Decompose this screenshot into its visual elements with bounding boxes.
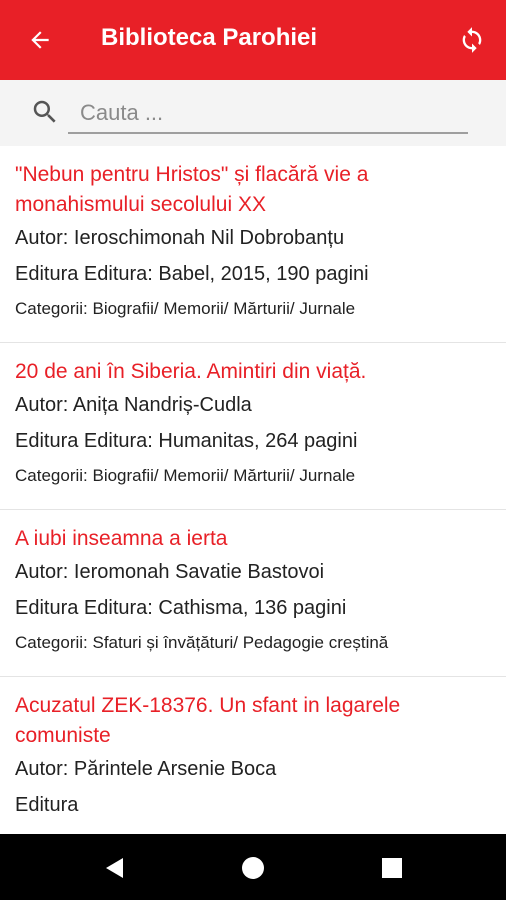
book-publisher: Editura Editura: Humanitas, 264 pagini (15, 430, 358, 452)
nav-back-button[interactable] (94, 848, 134, 888)
search-input[interactable] (68, 94, 468, 134)
book-publisher: Editura (15, 794, 79, 816)
book-title: Acuzatul ZEK-18376. Un sfant in lagarele comuniste (15, 694, 401, 747)
book-author: Autor: Părintele Arsenie Boca (15, 758, 277, 780)
system-nav-bar (0, 834, 506, 900)
nav-recents-button[interactable] (372, 848, 412, 888)
search-bar (0, 80, 506, 146)
book-publisher: Editura Editura: Babel, 2015, 190 pagini (15, 263, 369, 285)
book-title: 20 de ani în Siberia. Amintiri din viață. (15, 360, 367, 383)
app-bar (0, 0, 506, 80)
book-list (0, 146, 506, 834)
book-publisher: Editura Editura: Cathisma, 136 pagini (15, 597, 347, 619)
book-categories: Categorii: Biografii/ Memorii/ Mărturii/ Jurnale (15, 299, 356, 318)
list-item[interactable] (0, 146, 506, 343)
search-icon (30, 97, 60, 127)
list-item[interactable] (0, 343, 506, 510)
list-item[interactable] (0, 510, 506, 677)
refresh-icon (458, 26, 486, 54)
book-title: A iubi inseamna a ierta (15, 527, 228, 550)
arrow-back-icon (27, 27, 53, 53)
book-author: Autor: Anița Nandriș-Cudla (15, 394, 252, 416)
list-item[interactable] (0, 677, 506, 834)
book-categories: Categorii: Biografii/ Memorii/ Mărturii/ Jurnale (15, 466, 356, 485)
book-author: Autor: Ieromonah Savatie Bastovoi (15, 561, 325, 583)
book-categories: Categorii: Sfaturi și învățături/ Pedagogie creștină (15, 633, 389, 652)
circle-home-icon (241, 856, 265, 880)
page-title: Biblioteca Parohiei (101, 24, 318, 51)
nav-home-button[interactable] (233, 848, 273, 888)
book-title: "Nebun pentru Hristos" și flacără vie a monahismului secolului XX (15, 163, 369, 216)
square-recents-icon (381, 857, 403, 879)
book-author: Autor: Ieroschimonah Nil Dobrobanțu (15, 227, 345, 249)
triangle-back-icon (103, 856, 125, 880)
refresh-button[interactable] (454, 22, 490, 58)
back-button[interactable] (22, 22, 58, 58)
